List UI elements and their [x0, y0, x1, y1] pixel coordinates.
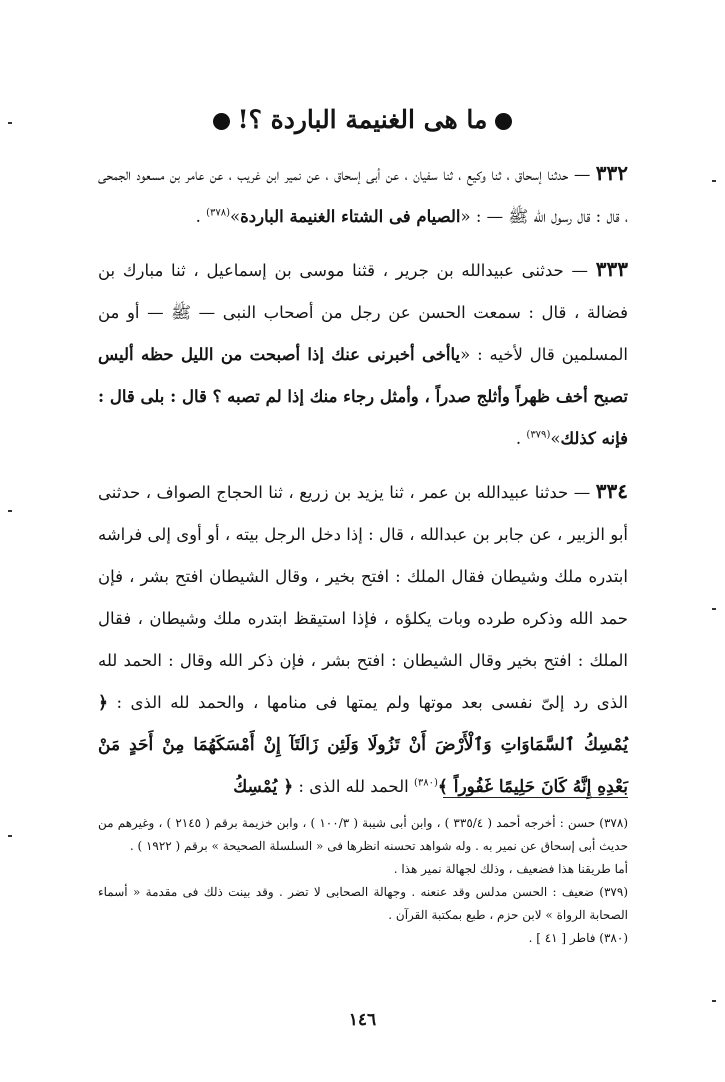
hadith-text: حدثنا إسحاق ، ثنا وكيع ، ثنا سفيان ، عن أبى إسحاق ، عن نمير ابن غريب ، عن عامر بن مسعود الجمحى ، قال : قال رسول الله ﷺ — : « [98, 165, 628, 226]
hadith-text: حدثنا عبيدالله بن عمر ، ثنا يزيد بن زريع ، ثنا الحجاج الصواف ، حدثنى أبو الزبير ، عن جابر بن عبدالله ، قال : إذا دخل الرجل بيته ، أو أوى إلى فراشه ابتدره ملك وشيطان فقال الملك : افتح بخير ، وقال الشيطان افتح بشر ، فإن حمد الله وذكره طرده وبات يكلؤه ، فإذا استيقظ ابتدره ملك وشيطان ، فقال الملك : افتح بخير وقال الشيطان : افتح بشر ، فإن ذكر الله وقال : الحمد لله الذى رد إلىّ نفسى بعد موتها ولم يمتها فى منامها ، والحمد لله الذى : [98, 483, 628, 712]
footnote-divider [443, 797, 628, 798]
quran-verse-tail: ﴿ يُمْسِكُ [233, 777, 294, 797]
hadith-quote: الصيام فى الشتاء الغنيمة الباردة [240, 207, 461, 226]
quran-verse: ﴿ يُمْسِكُ ٱلسَّمَاوَاتِ وَٱلْأَرْضَ أَنْ تَزُولَا وَلَئِن زَالَتَآ إِنْ أَمْسَكَهُمَا مِنْ أَحَدٍ مَنْ بَعْدِهِ إِنَّهُ كَانَ حَلِيمًا غَفُوراً ﴾ [98, 693, 628, 797]
sentence-end: . [195, 207, 201, 226]
quote-close: » [230, 207, 241, 226]
margin-mark [712, 608, 716, 610]
hadith-332: ٣٣٢ — حدثنا إسحاق ، ثنا وكيع ، ثنا سفيان ، عن أبى إسحاق ، عن نمير ابن غريب ، عن عامر بن مسعود الجمحى ، قال : قال رسول الله ﷺ — : «الصيام فى الشتاء الغنيمة الباردة»$^{(٣٧٨)}$ . [98, 161, 628, 226]
quote-close: » [550, 429, 561, 448]
hadith-334: ٣٣٤ — حدثنا عبيدالله بن عمر ، ثنا يزيد بن زريع ، ثنا الحجاج الصواف ، حدثنى أبو الزبير ، عن جابر بن عبدالله ، قال : إذا دخل الرجل بيته ، أو أوى إلى فراشه ابتدره ملك وشيطان فقال الملك : افتح بخير ، وقال الشيطان افتح بشر ، فإن حمد الله وذكره طرده وبات يكلؤه ، فإذا استيقظ ابتدره ملك وشيطان ، فقال الملك : افتح بخير وقال الشيطان : افتح بشر ، فإن ذكر الله وقال : الحمد لله الذى رد إلىّ نفسى بعد موتها ولم يمتها فى منامها ، والحمد لله الذى : ﴿ يُمْسِكُ ٱلسَّمَاوَاتِ وَٱلْأَرْضَ أَنْ تَزُولَا وَلَئِن زَالَتَآ إِنْ أَمْسَكَهُمَا مِنْ أَحَدٍ مَنْ بَعْدِهِ إِنَّهُ كَانَ حَلِيمًا غَفُوراً ﴾$^{(٣٨٠)}$ الحمد لله الذى : ﴿ يُمْسِكُ [98, 479, 628, 797]
footnote-ref: (٣٨٠) [413, 777, 438, 789]
margin-mark [712, 1000, 716, 1002]
page-number: ١٤٦ [348, 1010, 377, 1030]
main-text [98, 152, 628, 818]
footnote-380: (٣٨٠) فاطر [ ٤١ ] . [528, 931, 628, 945]
footnote-378-note: أما طريقنا هذا فضعيف ، وذلك لجهالة نمير هذا . [393, 862, 628, 876]
bullet-dot-icon [213, 113, 230, 130]
hadith-333: ٣٣٣ — حدثنى عبيدالله بن جرير ، قثنا موسى بن إسماعيل ، ثنا مبارك بن فضالة ، قال : سمعت الحسن عن رجل من أصحاب النبى — ﷺ — أو من المسلمين قال لأخيه : «ياأخى أخبرنى عنك إذا أصبحت من الليل حظه أليس تصبح أخف ظهراً وأثلج صدراً ، وأمثل رجاء منك إذا لم تصبه ؟ قال : بلى قال : فإنه كذلك»$^{(٣٧٩)}$ . [98, 257, 628, 448]
hadith-text-continued: الحمد لله الذى : [298, 777, 409, 796]
footnote-ref: (٣٧٨) [206, 207, 231, 219]
hadith-number: ٣٣٤ [595, 479, 628, 503]
chapter-title-text: ما هى الغنيمة الباردة ؟! [237, 105, 488, 134]
hadith-number: ٣٣٣ [595, 257, 628, 281]
footnotes [98, 812, 628, 950]
footnote-ref: (٣٧٩) [526, 429, 551, 441]
hadith-text: حدثنى عبيدالله بن جرير ، قثنا موسى بن إسماعيل ، ثنا مبارك بن فضالة ، قال : سمعت الحسن عن رجل من أصحاب النبى — ﷺ — أو من المسلمين قال لأخيه : « [98, 261, 628, 364]
margin-mark [712, 180, 716, 182]
bullet-dot-icon [495, 113, 512, 130]
chapter-title [0, 100, 725, 140]
margin-mark [8, 510, 12, 512]
hadith-quote: ياأخى أخبرنى عنك إذا أصبحت من الليل حظه أليس تصبح أخف ظهراً وأثلج صدراً ، وأمثل رجاء منك إذا لم تصبه ؟ قال : بلى قال : فإنه كذلك [98, 345, 628, 448]
footnote-379: (٣٧٩) ضعيف : الحسن مدلس وقد عنعنه . وجهالة الصحابى لا تضر . وقد بينت ذلك فى مقدمة « أسماء الصحابة الرواة » لابن حزم ، طبع بمكتبة القرآن . [98, 885, 628, 922]
sentence-end: . [515, 429, 522, 448]
margin-mark [8, 122, 12, 124]
footnote-378: (٣٧٨) حسن : أخرجه أحمد ( ٣٣٥/٤ ) ، وابن أبى شيبة ( ١٠٠/٣ ) ، وابن خزيمة برقم ( ٢١٤٥ ) ، وغيرهم من حديث أبى إسحاق عن نمير به . وله شواهد تحسنه انظرها فى « السلسلة الصحيحة » برقم ( ١٩٢٢ ) . [98, 816, 628, 853]
margin-mark [8, 835, 12, 837]
hadith-number: ٣٣٢ [595, 161, 628, 185]
